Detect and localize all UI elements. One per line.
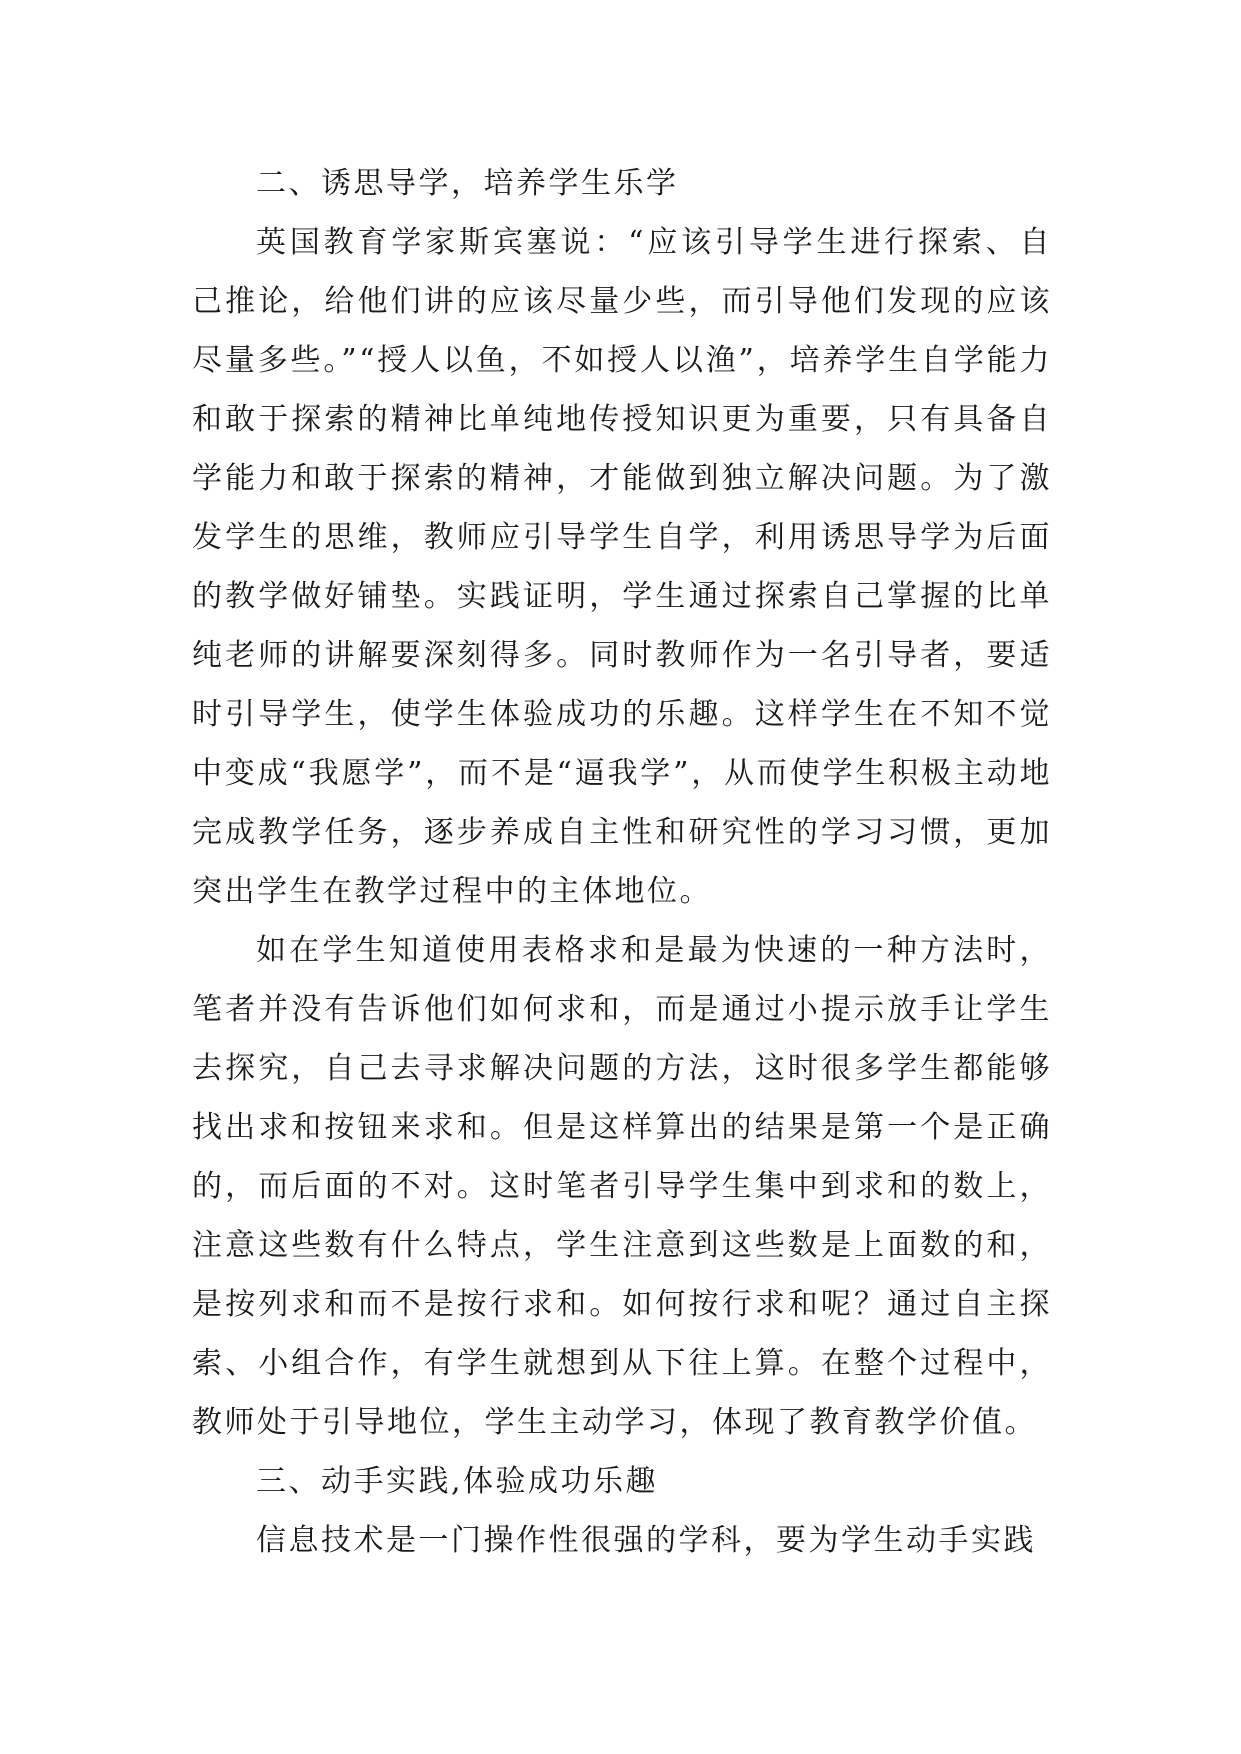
section-heading: 二、诱思导学，培养学生乐学 [256, 166, 679, 201]
body-paragraph: 信息技术是一门操作性很强的学科，要为学生动手实践 [256, 1523, 1036, 1558]
body-paragraph: 英国教育学家斯宾塞说：“应该引导学生进行探索、自己推论，给他们讲的应该尽量少些，而引导他们发现的应该尽量多些。”“授人以鱼，不如授人以渔”，培养学生自学能力和敢于探索的精神比单纯地传授知识更为重要，只有具备自学能力和敢于探索的精神，才能做到独立解决问题。为了激发学生的思维，教师应引导学生自学，利用诱思导学为后面的教学做好铺垫。实践证明，学生通过探索自己掌握的比单纯老师的讲解要深刻得多。同时教师作为一名引导者，要适时引导学生，使学生体验成功的乐趣。这样学生在不知不觉中变成“我愿学”，而不是“逼我学”，从而使学生积极主动地完成教学任务，逐步养成自主性和研究性的学习习惯，更加突出学生在教学过程中的主体地位。 [192, 225, 1052, 909]
section-heading: 三、动手实践,体验成功乐趣 [256, 1464, 659, 1499]
document-body [192, 154, 1052, 1570]
body-paragraph: 如在学生知道使用表格求和是最为快速的一种方法时，笔者并没有告诉他们如何求和，而是通过小提示放手让学生去探究，自己去寻求解决问题的方法，这时很多学生都能够找出求和按钮来求和。但是这样算出的结果是第一个是正确的，而后面的不对。这时笔者引导学生集中到求和的数上，注意这些数有什么特点，学生注意到这些数是上面数的和，是按列求和而不是按行求和。如何按行求和呢？通过自主探索、小组合作，有学生就想到从下往上算。在整个过程中，教师处于引导地位，学生主动学习，体现了教育教学价值。 [192, 933, 1052, 1440]
